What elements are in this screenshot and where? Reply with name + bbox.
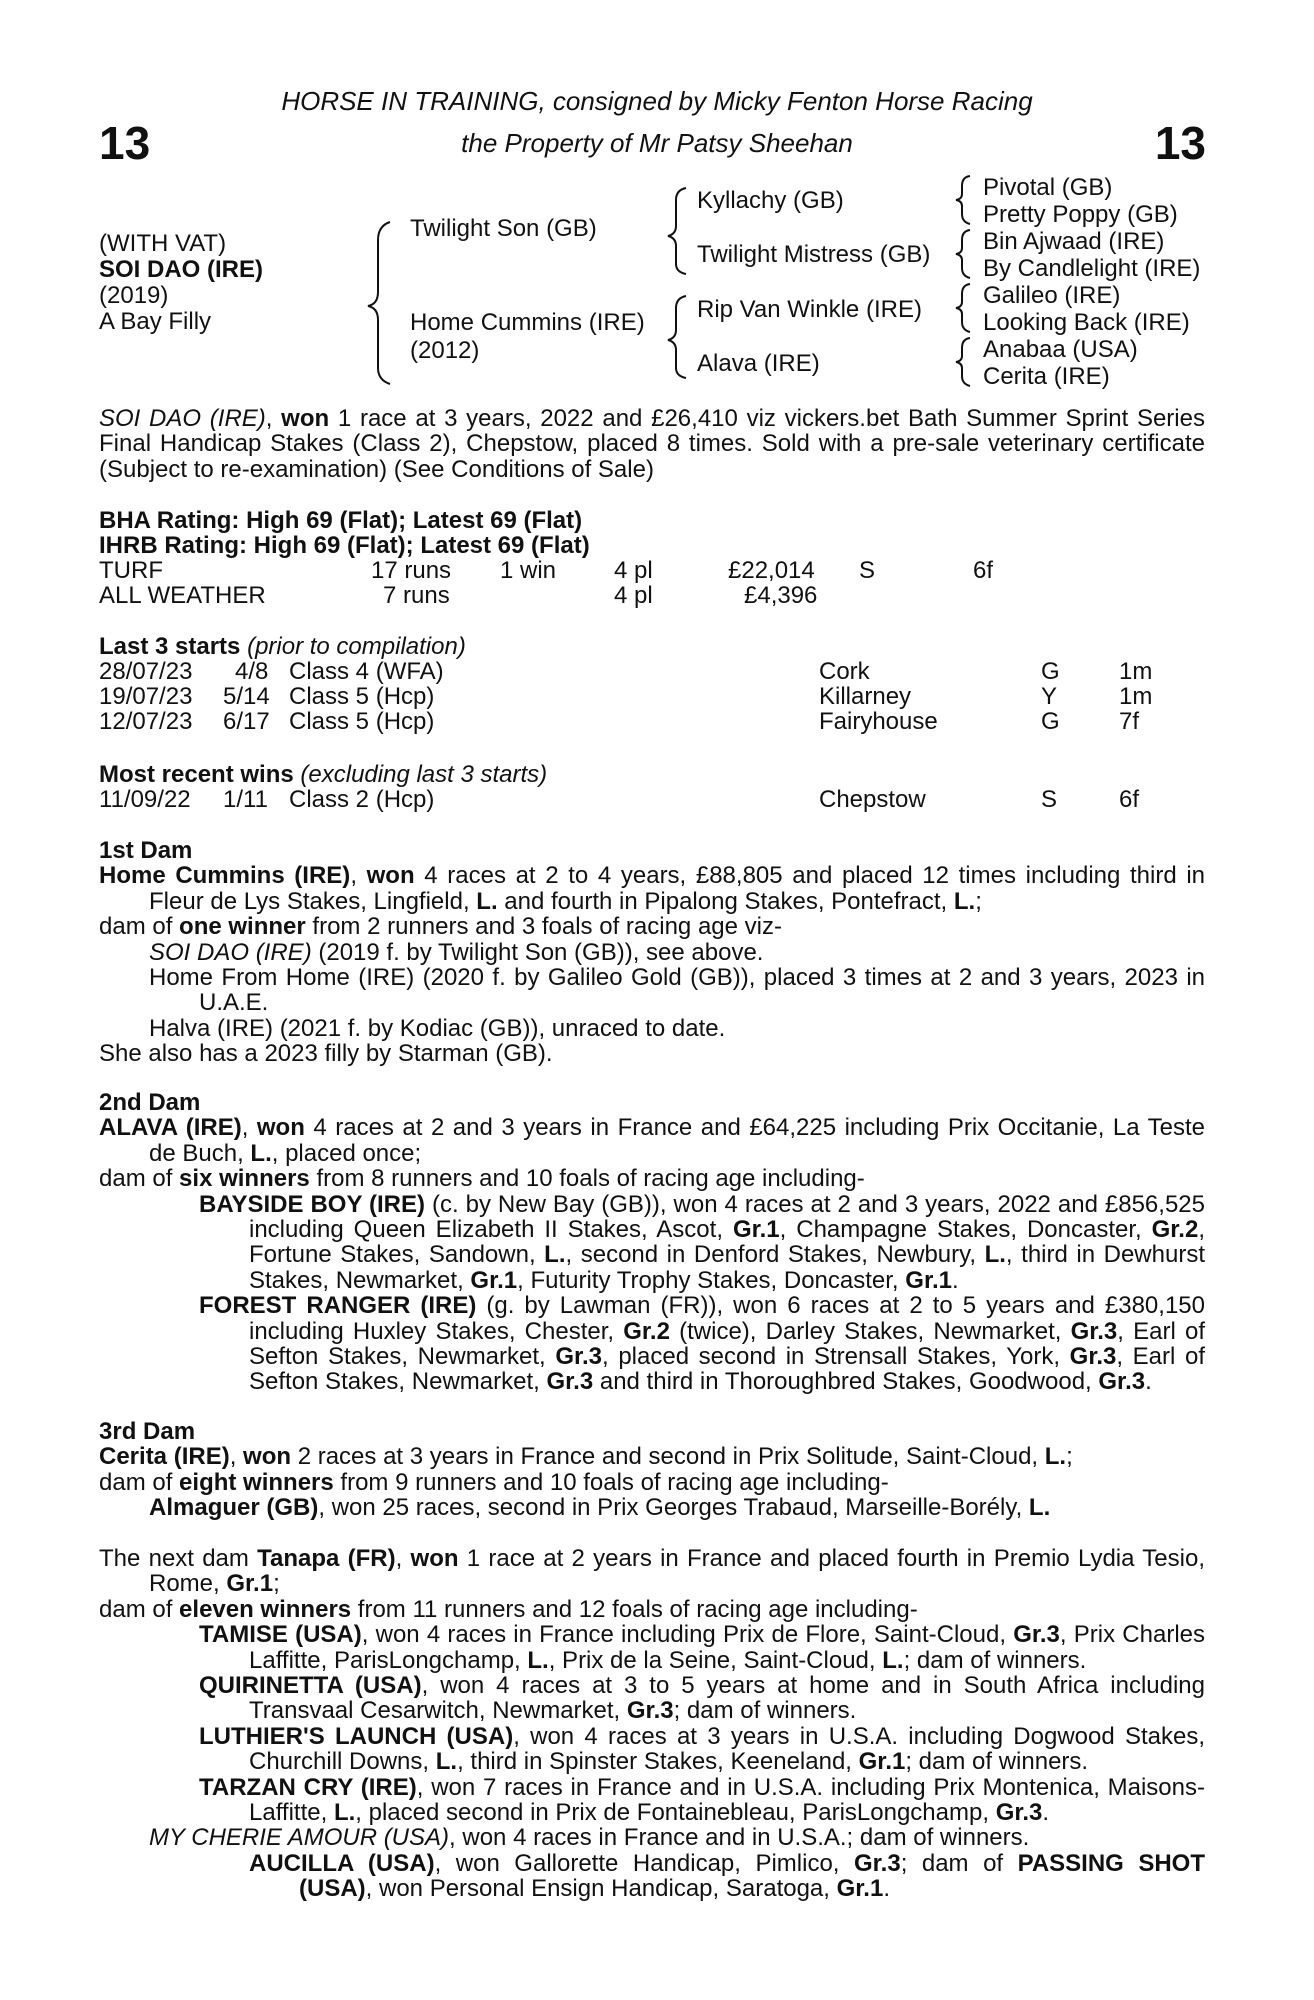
third-dam-section: 3rd Dam Cerita (IRE), won 2 races at 3 years in France and second in Prix Solitude, Saint-Cloud, L.; dam of eight winners from 9 runners and 10 foals of racing age including- Almaguer (GB), won 25 races, second in Prix Georges Trabaud, Marseille-Borély, L. — [99, 1419, 1205, 1521]
win-course: Chepstow — [819, 786, 926, 813]
start-course: Fairyhouse — [819, 708, 938, 735]
offspring-text: ; dam of winners. — [905, 1748, 1089, 1776]
sire-dam: Twilight Mistress (GB) — [697, 241, 931, 268]
start-course: Killarney — [819, 683, 912, 710]
start-position: 4/8 — [235, 658, 269, 685]
start-class: Class 4 (WFA) — [289, 658, 444, 685]
start-going: G — [1041, 658, 1060, 685]
second-dam-section: 2nd Dam ALAVA (IRE), won 4 races at 2 and 3 years in France and £64,225 including Prix Occitanie, La Teste de Buch, L., placed once; dam of six winners from 8 runners and 10 foals of racing age including- BAYSIDE BOY (IRE) (c. by New Bay (GB)), won 4 races at 2 and 3 years, 2022 and £856,525 including Queen Elizabeth II Stakes, Ascot, Gr.1, Champagne Stakes, Doncaster, Gr.2, Fortune Stakes, Sandown, L., second in Denford Stakes, Newbury, L., third in Dewhurst Stakes, Newmarket, Gr.1, Futurity Trophy Stakes, Doncaster, Gr.1. FOREST RANGER (IRE) (g. by Lawman (FR)), won 6 races at 2 to 5 years and £380,150 including Huxley Stakes, Chester, Gr.2 (twice), Darley Stakes, Newmarket, Gr.3, Earl of Sefton Stakes, Newmarket, Gr.3, placed second in Strensall Stakes, York, Gr.3, Earl of Sefton Stakes, Newmarket, Gr.3 and third in Thoroughbred Stakes, Goodwood, Gr.3. — [99, 1089, 1206, 1396]
offspring-name: PASSING SHOT (USA) — [299, 1849, 1206, 1903]
offspring-text: , placed second in Strensall Stakes, York, — [602, 1343, 1070, 1371]
winners-count: six winners — [179, 1165, 310, 1193]
offspring-name: MY CHERIE AMOUR (USA) — [149, 1824, 450, 1852]
group-mark: Gr.3 — [1069, 1343, 1117, 1371]
offspring-text: , won 7 races in France and in U.S.A. including Prix Montenica, Maisons-Laffitte, — [249, 1773, 1205, 1827]
group-mark: Gr.3 — [853, 1849, 901, 1877]
record-placed: 4 pl — [614, 557, 653, 584]
start-position: 5/14 — [223, 683, 270, 710]
lot-number-left: 13 — [99, 117, 151, 169]
offspring-text: ; dam of winners. — [903, 1646, 1087, 1674]
start-date: 19/07/23 — [99, 683, 193, 710]
group-mark: Gr.1 — [226, 1570, 274, 1598]
dam-text: and fourth in Pipalong Stakes, Pontefract, — [497, 887, 954, 915]
offspring-text: ; dam of — [900, 1849, 1018, 1877]
listed-mark: L. — [1028, 1494, 1051, 1522]
offspring-text: , second in Denford Stakes, Newbury, — [565, 1241, 985, 1269]
group-mark: Gr.3 — [1070, 1317, 1118, 1345]
dam-of-text: from 11 runners and 12 foals of racing age including- — [351, 1595, 918, 1623]
listed-mark: L. — [435, 1748, 458, 1776]
group-mark: Gr.3 — [555, 1343, 603, 1371]
offspring-text: , Earl of Sefton Stakes, Newmarket, — [249, 1317, 1206, 1371]
group-mark: Gr.3 — [995, 1799, 1043, 1827]
dam-of-label: dam of — [99, 1165, 180, 1193]
start-going: Y — [1041, 683, 1058, 710]
dam-intro: The next dam — [99, 1545, 258, 1572]
group-mark: Gr.2 — [1151, 1216, 1199, 1244]
record-prize: £22,014 — [728, 557, 815, 584]
offspring-text: , Futurity Trophy Stakes, Doncaster, — [517, 1266, 906, 1294]
horse-description: A Bay Filly — [99, 308, 212, 335]
horse-name: SOI DAO (IRE) — [99, 256, 264, 283]
group-mark: Gr.3 — [1098, 1368, 1146, 1396]
summary-text: 1 race at 3 years, 2022 and £26,410 viz vickers.bet Bath Summer Sprint Series Final Handicap Stakes (Class 2), Chepstow, placed 8 times. Sold with a pre-sale veterinary certificate (Subject to re-examination) (See Conditions of Sale) — [99, 405, 1205, 483]
offspring-text: , won Personal Ensign Handicap, Saratoga, — [365, 1875, 837, 1903]
last3-title: Last 3 starts — [99, 633, 241, 660]
dam-text: ; — [975, 887, 982, 915]
dam-of-text: from 9 runners and 10 foals of racing age including- — [333, 1468, 889, 1496]
dam-text: 4 races at 2 to 4 years, £88,805 and placed 12 times including third in Fleur de Lys Stakes, Lingfield, — [149, 862, 1206, 915]
offspring-name: QUIRINETTA (USA) — [199, 1672, 422, 1700]
group-mark: Gr.3 — [546, 1368, 594, 1396]
record-surface: ALL WEATHER — [99, 582, 266, 609]
offspring-text: , Fortune Stakes, Sandown, — [249, 1216, 1205, 1269]
gg-2: Pretty Poppy (GB) — [983, 201, 1178, 228]
start-date: 28/07/23 — [99, 658, 193, 685]
won-label: won — [243, 1443, 292, 1471]
recent-wins-title: Most recent wins — [99, 761, 294, 788]
gg-3: Bin Ajwaad (IRE) — [983, 228, 1165, 255]
offspring-text: and third in Thoroughbred Stakes, Goodwood, — [593, 1368, 1099, 1396]
offspring-text: , won 4 races at 3 years in U.S.A. including Dogwood Stakes, Churchill Downs, — [249, 1722, 1205, 1776]
offspring-text: , third in Spinster Stakes, Keeneland, — [457, 1748, 859, 1776]
offspring-text: . — [883, 1875, 890, 1903]
offspring-text: (twice), Darley Stakes, Newmarket, — [669, 1317, 1071, 1345]
property-line: the Property of Mr Patsy Sheehan — [461, 128, 853, 158]
gg-6: Looking Back (IRE) — [983, 309, 1190, 336]
dam-name: ALAVA (IRE) — [99, 1114, 242, 1142]
dam-text: ; — [1066, 1443, 1073, 1471]
start-course: Cork — [819, 658, 870, 685]
race-summary: SOI DAO (IRE), won 1 race at 3 years, 2022 and £26,410 viz vickers.bet Bath Summer Sprint Series Final Handicap Stakes (Class 2), Chepstow, placed 8 times. Sold with a pre-sale veterinary certificate (Subject to re-examination) (See Conditions of Sale) — [99, 405, 1205, 483]
recent-wins-note: (excluding last 3 starts) — [300, 761, 548, 788]
ihrb-rating: IHRB Rating: High 69 (Flat); Latest 69 (Flat) — [99, 532, 590, 559]
first-dam-section: 1st Dam Home Cummins (IRE), won 4 races at 2 to 4 years, £88,805 and placed 12 times including third in Fleur de Lys Stakes, Lingfield, L. and fourth in Pipalong Stakes, Pontefract, L.; dam of one winner from 2 runners and 3 foals of racing age viz- SOI DAO (IRE) (2019 f. by Twilight Son (GB)), see above. Home From Home (IRE) (2020 f. by Galileo Gold (GB)), placed 3 times at 2 and 3 years, 2023 in U.A.E. Halva (IRE) (2021 f. by Kodiac (GB)), unraced to date. She also has a 2023 filly by Starman (GB). — [99, 837, 1206, 1068]
winners-count: one winner — [179, 913, 306, 941]
dam-text: , — [395, 1545, 403, 1572]
listed-mark: L. — [527, 1646, 549, 1674]
offspring-name: TAMISE (USA) — [199, 1621, 362, 1649]
record-placed: 4 pl — [614, 582, 653, 609]
won-label: won — [256, 1114, 305, 1142]
offspring-name: Almaguer (GB) — [149, 1494, 319, 1522]
gg-4: By Candlelight (IRE) — [983, 255, 1201, 282]
dam-of-label: dam of — [99, 913, 180, 941]
recent-wins-heading — [99, 762, 547, 788]
dam-of-text: from 8 runners and 10 foals of racing age including- — [309, 1165, 865, 1193]
offspring-text: ; dam of winners. — [673, 1697, 857, 1725]
offspring-text: , third in Dewhurst Stakes, Newmarket, — [249, 1241, 1205, 1294]
vat-note: (WITH VAT) — [99, 230, 227, 257]
win-going: S — [1041, 786, 1058, 813]
summary-name: SOI DAO (IRE) — [99, 405, 266, 432]
summary-won: won — [281, 405, 330, 432]
offspring-name: SOI DAO (IRE) — [149, 938, 312, 966]
offspring-text: , won 4 races in France and in U.S.A.; dam of winners. — [449, 1824, 1030, 1852]
dam-text: ; — [273, 1570, 280, 1598]
dam-name: Home Cummins (IRE) — [99, 862, 351, 890]
offspring-text: , won 25 races, second in Prix Georges Trabaud, Marseille-Borély, — [318, 1494, 1029, 1522]
listed-mark: L. — [250, 1139, 272, 1167]
third-dam-title: 3rd Dam — [99, 1418, 196, 1445]
dam-of-label: dam of — [99, 1595, 180, 1623]
offspring-entry: Home From Home (IRE) (2020 f. by Galileo Gold (GB)), placed 3 times at 2 and 3 years, 2023 in U.A.E. — [149, 964, 1205, 1017]
winners-count: eight winners — [179, 1468, 334, 1496]
offspring-text: (g. by Lawman (FR)), won 6 races at 2 to 5 years and £380,150 including Huxley Stakes, Chester, — [249, 1292, 1205, 1345]
offspring-text: . — [951, 1266, 959, 1294]
offspring-text: . — [1042, 1799, 1050, 1827]
group-mark: Gr.1 — [732, 1216, 780, 1244]
listed-mark: L. — [882, 1646, 904, 1674]
group-mark: Gr.1 — [905, 1266, 952, 1294]
record-wins: 1 win — [500, 557, 557, 584]
offspring-text: , Prix de la Seine, Saint-Cloud, — [548, 1646, 883, 1674]
dam: Home Cummins (IRE) — [410, 309, 645, 336]
start-distance: 1m — [1119, 658, 1153, 685]
group-mark: Gr.1 — [836, 1875, 884, 1903]
offspring-text: , Champagne Stakes, Doncaster, — [779, 1216, 1152, 1244]
offspring-name: LUTHIER'S LAUNCH (USA) — [199, 1722, 514, 1750]
dam-name: Cerita (IRE) — [99, 1443, 230, 1471]
gg-7: Anabaa (USA) — [983, 336, 1138, 363]
offspring-text: (2019 f. by Twilight Son (GB)), see above. — [311, 938, 764, 966]
dam-text: 1 race at 2 years in France and placed fourth in Premio Lydia Tesio, Rome, — [149, 1545, 1205, 1598]
record-prize: £4,396 — [744, 582, 818, 609]
second-dam-title: 2nd Dam — [99, 1089, 201, 1116]
start-distance: 7f — [1119, 708, 1140, 735]
gg-1: Pivotal (GB) — [983, 174, 1113, 201]
winners-count: eleven winners — [179, 1595, 352, 1623]
dam-name: Tanapa (FR) — [257, 1545, 396, 1572]
dam-dam: Alava (IRE) — [697, 350, 820, 377]
consignor-line: HORSE IN TRAINING, consigned by Micky Fenton Horse Racing — [281, 86, 1033, 116]
bha-rating: BHA Rating: High 69 (Flat); Latest 69 (Flat) — [99, 507, 583, 534]
offspring-text: , Prix Charles Laffitte, ParisLongchamp, — [249, 1621, 1205, 1674]
listed-mark: L. — [984, 1241, 1006, 1269]
start-class: Class 5 (Hcp) — [289, 708, 435, 735]
listed-mark: L. — [333, 1799, 356, 1827]
offspring-entry: Halva (IRE) (2021 f. by Kodiac (GB)), unraced to date. — [149, 1014, 726, 1042]
first-dam-title: 1st Dam — [99, 837, 193, 864]
won-label: won — [366, 862, 415, 890]
listed-mark: L. — [544, 1241, 566, 1269]
win-distance: 6f — [1119, 786, 1140, 813]
last3-note: (prior to compilation) — [247, 633, 466, 660]
gg-5: Galileo (IRE) — [983, 282, 1121, 309]
listed-mark: L. — [1044, 1443, 1067, 1471]
offspring-name: FOREST RANGER (IRE) — [199, 1292, 477, 1320]
start-distance: 1m — [1119, 683, 1153, 710]
record-going: S — [859, 557, 876, 584]
offspring-text: . — [1145, 1368, 1152, 1396]
record-surface: TURF — [99, 557, 163, 584]
group-mark: Gr.1 — [470, 1266, 518, 1294]
win-position: 1/11 — [223, 786, 268, 813]
group-mark: Gr.2 — [623, 1317, 670, 1345]
dam-of-text: from 2 runners and 3 foals of racing age viz- — [305, 913, 782, 941]
group-mark: Gr.3 — [626, 1697, 674, 1725]
record-runs: 17 runs — [371, 557, 452, 584]
offspring-text: , won Gallorette Handicap, Pimlico, — [434, 1849, 854, 1877]
won-label: won — [410, 1545, 459, 1572]
offspring-name: AUCILLA (USA) — [249, 1849, 435, 1877]
dam-text: , placed once; — [271, 1139, 422, 1167]
lot-number-right: 13 — [1154, 117, 1206, 169]
sire-sire: Kyllachy (GB) — [697, 187, 844, 214]
fourth-dam-section — [99, 1546, 1205, 1902]
sire: Twilight Son (GB) — [410, 215, 597, 242]
win-class: Class 2 (Hcp) — [289, 786, 435, 813]
offspring-text: , won 4 races at 3 to 5 years at home and in South Africa including Transvaal Cesarwitch, Newmarket, — [249, 1672, 1206, 1725]
dam-sire: Rip Van Winkle (IRE) — [697, 296, 922, 323]
dam-text: 2 races at 3 years in France and second in Prix Solitude, Saint-Cloud, — [291, 1443, 1045, 1471]
start-date: 12/07/23 — [99, 708, 193, 735]
listed-mark: L. — [476, 887, 498, 915]
start-class: Class 5 (Hcp) — [289, 683, 435, 710]
dam-text: 4 races at 2 and 3 years in France and £64,225 including Prix Occitanie, La Teste de Buch, — [149, 1114, 1205, 1167]
offspring-text: (c. by New Bay (GB)), won 4 races at 2 and 3 years, 2022 and £856,525 including Queen Elizabeth II Stakes, Ascot, — [249, 1190, 1205, 1244]
gg-8: Cerita (IRE) — [983, 363, 1110, 390]
offspring-name: TARZAN CRY (IRE) — [199, 1773, 417, 1801]
record-distance: 6f — [973, 557, 994, 584]
last3-heading — [99, 634, 466, 660]
offspring-text: , Earl of Sefton Stakes, Newmarket, — [249, 1343, 1205, 1396]
start-going: G — [1041, 708, 1060, 735]
record-runs: 7 runs — [383, 582, 450, 609]
group-mark: Gr.1 — [858, 1748, 906, 1776]
horse-year: (2019) — [99, 282, 169, 309]
offspring-text: , won 4 races in France including Prix de Flore, Saint-Cloud, — [361, 1621, 1014, 1649]
group-mark: Gr.3 — [1013, 1621, 1060, 1649]
dam-year: (2012) — [410, 337, 480, 364]
win-date: 11/09/22 — [99, 786, 191, 813]
dam-of-label: dam of — [99, 1468, 180, 1496]
dam-note: She also has a 2023 filly by Starman (GB). — [99, 1040, 553, 1068]
start-position: 6/17 — [223, 708, 270, 735]
listed-mark: L. — [953, 887, 976, 915]
offspring-name: BAYSIDE BOY (IRE) — [199, 1190, 425, 1218]
offspring-text: , placed second in Prix de Fontainebleau, ParisLongchamp, — [355, 1799, 996, 1827]
